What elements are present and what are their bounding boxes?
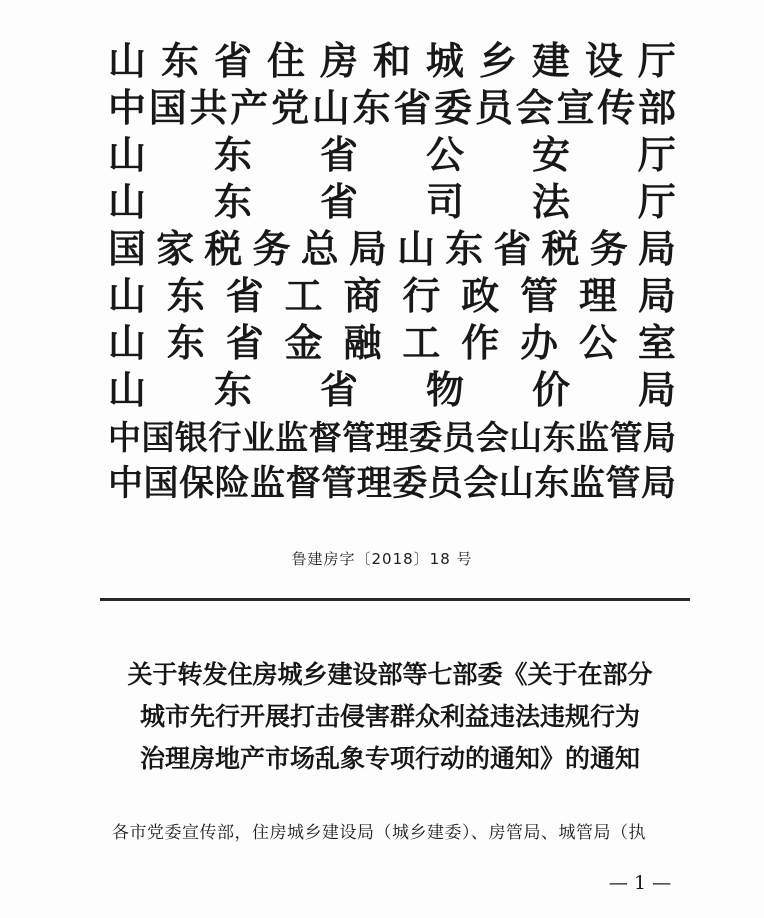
issuer-character: 东: [213, 133, 252, 177]
issuer-character: 山: [108, 180, 147, 224]
issuer-character: 会: [515, 86, 554, 130]
issuer-character: 东: [166, 274, 205, 318]
issuer-character: 监: [569, 464, 605, 504]
issuer-character: 山: [108, 321, 147, 365]
issuer-character: 行: [402, 274, 441, 318]
issuer-character: 管: [520, 274, 559, 318]
issuer-character: 国: [148, 86, 187, 130]
issuer-line: [108, 273, 676, 320]
issuer-character: 国: [108, 227, 147, 271]
issuer-character: 省: [319, 133, 358, 177]
issuer-character: 和: [372, 39, 411, 83]
issuer-line: [108, 85, 676, 132]
issuer-line: [108, 367, 676, 414]
issuer-character: 务: [252, 227, 291, 271]
issuer-character: 东: [542, 418, 576, 457]
issuer-character: 宣: [556, 86, 595, 130]
issuer-character: 委: [392, 464, 428, 504]
issuer-character: 东: [213, 368, 252, 412]
issuer-character: 山: [311, 86, 350, 130]
issuer-line: [108, 132, 676, 179]
issuer-character: 保: [179, 464, 215, 504]
issuer-character: 中: [108, 418, 141, 457]
issuer-character: 传: [597, 86, 636, 130]
issuer-character: 价: [531, 368, 570, 412]
issuer-character: 部: [637, 86, 676, 130]
issuer-character: 山: [397, 227, 436, 271]
issuer-character: 务: [589, 227, 628, 271]
issuer-character: 厅: [637, 180, 676, 224]
issuer-character: 监: [275, 418, 309, 457]
issuer-character: 局: [637, 227, 676, 271]
issuer-character: 督: [308, 418, 342, 457]
issuer-character: 山: [108, 133, 147, 177]
issuer-character: 国: [143, 464, 179, 504]
issuer-character: 省: [225, 321, 264, 365]
issuer-character: 建: [531, 39, 570, 83]
issuer-character: 局: [348, 227, 387, 271]
issuer-character: 法: [531, 180, 570, 224]
salutation-text: 各市党委宣传部，住房城乡建设局（城乡建委）、房管局、城管局（执: [112, 823, 646, 843]
issuer-character: 行: [208, 418, 242, 457]
document-title: [90, 654, 690, 780]
issuer-character: 会: [475, 418, 509, 457]
issuer-character: 公: [425, 133, 464, 177]
issuer-character: 商: [343, 274, 382, 318]
issuer-line: [108, 179, 676, 226]
issuer-line: [108, 38, 676, 85]
issuer-character: 理: [375, 418, 409, 457]
issuing-authorities: [108, 38, 676, 508]
issuer-character: 共: [189, 86, 228, 130]
issuer-character: 局: [640, 464, 676, 504]
issuer-line: [108, 320, 676, 367]
issuer-character: 委: [408, 418, 442, 457]
issuer-character: 管: [321, 464, 357, 504]
issuer-character: 金: [284, 321, 323, 365]
issuer-character: 东: [534, 464, 570, 504]
issuer-character: 委: [434, 86, 473, 130]
issuer-character: 省: [319, 180, 358, 224]
issuer-character: 房: [319, 39, 358, 83]
issuer-character: 省: [493, 227, 532, 271]
title-line: 治理房地产市场乱象专项行动的通知》的通知: [139, 744, 640, 773]
issuer-line: [108, 461, 676, 508]
issuer-character: 党: [271, 86, 310, 130]
issuer-character: 东: [445, 227, 484, 271]
issuer-character: 总: [300, 227, 339, 271]
document-number: 鲁建房字〔2018〕18 号: [291, 550, 473, 568]
issuer-character: 政: [461, 274, 500, 318]
issuer-character: 厅: [637, 39, 676, 83]
issuer-character: 东: [160, 39, 199, 83]
issuer-character: 局: [637, 274, 676, 318]
issuer-character: 山: [509, 418, 543, 457]
issuer-character: 工: [284, 274, 323, 318]
issuer-character: 设: [584, 39, 623, 83]
issuer-character: 管: [609, 418, 643, 457]
issuer-character: 融: [343, 321, 382, 365]
issuer-character: 管: [605, 464, 641, 504]
issuer-character: 银: [174, 418, 208, 457]
issuer-character: 工: [402, 321, 441, 365]
issuer-character: 员: [427, 464, 463, 504]
issuer-character: 税: [541, 227, 580, 271]
issuer-character: 山: [108, 274, 147, 318]
issuer-character: 局: [637, 368, 676, 412]
issuer-character: 东: [166, 321, 205, 365]
issuer-character: 乡: [478, 39, 517, 83]
issuer-character: 督: [285, 464, 321, 504]
issuer-character: 司: [425, 180, 464, 224]
issuer-character: 东: [213, 180, 252, 224]
issuer-character: 山: [108, 368, 147, 412]
issuer-character: 员: [442, 418, 476, 457]
header-separator-line: [100, 598, 690, 601]
issuer-character: 山: [498, 464, 534, 504]
issuer-character: 省: [213, 39, 252, 83]
issuer-character: 理: [356, 464, 392, 504]
issuer-character: 管: [342, 418, 376, 457]
issuer-character: 住: [266, 39, 305, 83]
title-line: 城市先行开展打击侵害群众利益违法违规行为: [139, 702, 640, 731]
issuer-character: 理: [579, 274, 618, 318]
issuer-character: 局: [643, 418, 676, 457]
issuer-line: [108, 414, 676, 461]
issuer-character: 室: [637, 321, 676, 365]
issuer-character: 省: [393, 86, 432, 130]
issuer-character: 国: [141, 418, 175, 457]
issuer-character: 山: [108, 39, 147, 83]
issuer-character: 作: [461, 321, 500, 365]
issuer-character: 物: [425, 368, 464, 412]
issuer-character: 安: [531, 133, 570, 177]
issuer-character: 中: [108, 86, 147, 130]
issuer-character: 监: [250, 464, 286, 504]
page-number: — 1 —: [608, 872, 672, 894]
issuer-character: 险: [214, 464, 250, 504]
issuer-character: 办: [520, 321, 559, 365]
issuer-character: 员: [474, 86, 513, 130]
issuer-character: 业: [241, 418, 275, 457]
issuer-character: 公: [579, 321, 618, 365]
issuer-character: 会: [463, 464, 499, 504]
issuer-character: 厅: [637, 133, 676, 177]
issuer-line: [108, 226, 676, 273]
issuer-character: 省: [225, 274, 264, 318]
issuer-character: 中: [108, 464, 144, 504]
title-line: 关于转发住房城乡建设部等七部委《关于在部分: [127, 660, 653, 689]
issuer-character: 家: [156, 227, 195, 271]
issuer-character: 城: [425, 39, 464, 83]
issuer-character: 监: [576, 418, 610, 457]
issuer-character: 税: [204, 227, 243, 271]
issuer-character: 省: [319, 368, 358, 412]
issuer-character: 产: [230, 86, 269, 130]
issuer-character: 东: [352, 86, 391, 130]
